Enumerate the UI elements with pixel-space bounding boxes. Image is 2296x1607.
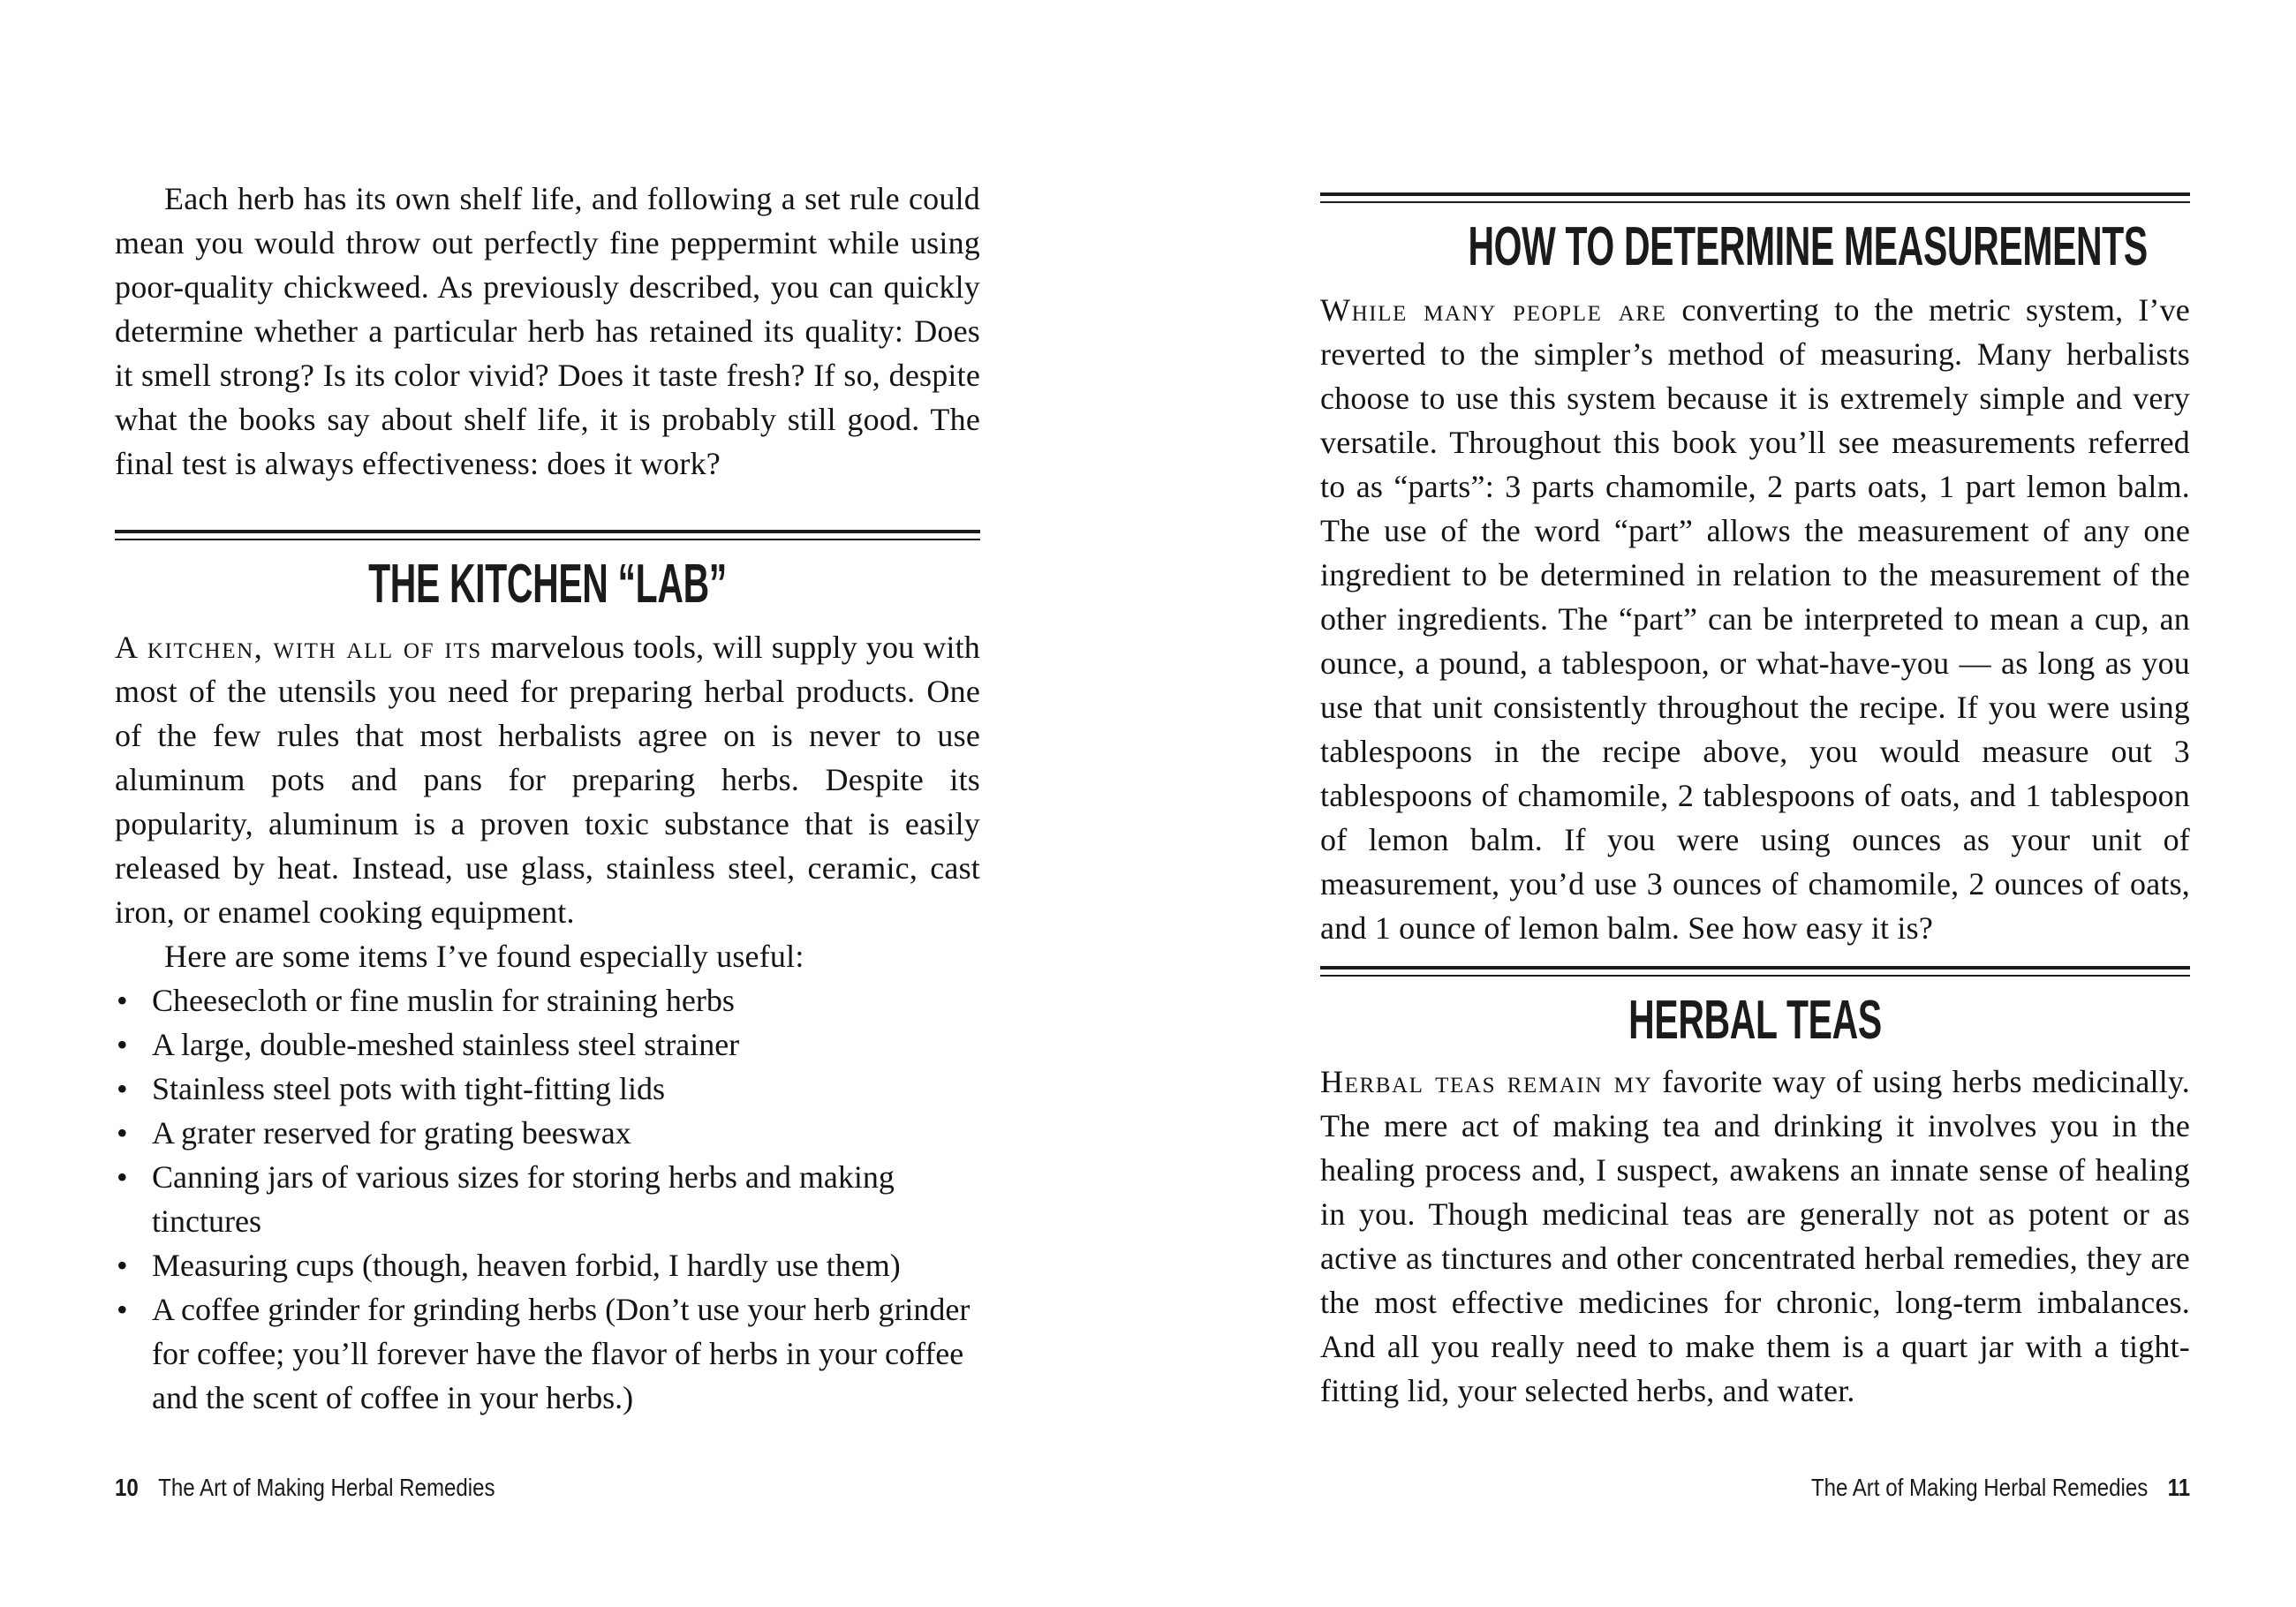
bullet-list [115,978,980,1420]
list-item-text: Cheesecloth or fine muslin for straining herbs [152,983,735,1018]
section-divider [1320,966,2190,977]
small-caps-lead: A kitchen, with all of its [115,630,482,665]
bullet-icon: • [117,983,128,1018]
small-caps-lead: While many people are [1320,292,1667,328]
list-item [115,1022,980,1067]
list-item-text: Measuring cups (though, heaven forbid, I hardly use them) [152,1248,901,1283]
herbal-teas-paragraph [1320,1060,2190,1413]
page-number: 11 [2167,1474,2190,1501]
intro-paragraph: Each herb has its own shelf life, and following a set rule could mean you would throw out perfectly fine peppermint while using poor-quality chickweed. As previously described, you can quickly determine whether a particular herb has retained its quality: Does it smell strong? Is its color vivid? Does it taste fresh? If so, despite what the books say about shelf life, it is probably still good. The final test is always effectiveness: does it work? [115,181,980,481]
list-item [115,1243,980,1287]
section-divider [115,530,980,540]
measurements-paragraph [1320,288,2190,950]
section-heading-measurements: HOW TO DETERMINE MEASUREMENTS [1468,216,2148,277]
left-page [115,0,980,1420]
section-heading-herbal-teas: HERBAL TEAS [1628,990,1882,1051]
right-page-footer [1749,1473,2190,1503]
bullet-icon: • [117,1027,128,1062]
list-item-text: A grater reserved for grating beeswax [152,1115,631,1151]
list-item [115,1155,980,1243]
list-item [115,1287,980,1420]
bullet-icon: • [117,1159,128,1195]
paragraph-text: converting to the metric system, I’ve reverted to the simpler’s method of measuring. Many herbalists choose to use this system because it is extremely simple and very versatile. Throughout this book you’ll see measurements referred to as “parts”: 3 parts chamomile, 2 parts oats, 1 part lemon balm. The use of the word “part” allows the measurement of any one ingredient to be determined in relation to the measurement of the other ingredients. The “part” can be interpreted to mean a cup, an ounce, a pound, a tablespoon, or what-have-you — as long as you use that unit consistently throughout the recipe. If you were using tablespoons in the recipe above, you would measure out 3 tablespoons of chamomile, 2 tablespoons of oats, and 1 tablespoon of lemon balm. If you were using ounces as your unit of measurement, you’d use 3 ounces of chamomile, 2 ounces of oats, and 1 ounce of lemon balm. See how easy it is? [1320,292,2190,946]
list-item-text: Stainless steel pots with tight-fitting lids [152,1071,665,1106]
page-number: 10 [115,1474,139,1501]
list-item [115,978,980,1022]
paragraph-text: favorite way of using herbs medicinally. The mere act of making tea and drinking it involves you in the healing process and, I suspect, awakens an innate sense of healing in you. Though medicinal teas are generally not as potent or as active as tinctures and other concentrated herbal remedies, they are the most effective medicines for chronic, long-term imbalances. And all you really need to make them is a quart jar with a tight-fitting lid, your selected herbs, and water. [1320,1064,2191,1408]
section-heading-kitchen-lab: THE KITCHEN “LAB” [368,554,727,615]
left-page-footer [115,1473,557,1503]
bullet-icon: • [117,1115,128,1151]
list-item-text: Canning jars of various sizes for storing herbs and making tinctures [152,1159,895,1239]
bullet-icon: • [117,1071,128,1106]
section-divider [1320,192,2190,203]
book-title: The Art of Making Herbal Remedies [1810,1474,2149,1501]
small-caps-lead: Herbal teas remain my [1320,1064,1653,1099]
bullet-icon: • [117,1248,128,1283]
kitchen-lab-paragraph [115,625,980,934]
list-item [115,1067,980,1111]
book-title: The Art of Making Herbal Remedies [158,1474,495,1501]
list-item-text: A coffee grinder for grinding herbs (Don’t use your herb grinder for coffee; you’ll forever have the flavor of herbs in your coffee and the scent of coffee in your herbs.) [152,1292,971,1415]
list-item [115,1111,980,1155]
paragraph-text: marvelous tools, will supply you with most of the utensils you need for preparing herbal products. One of the few rules that most herbalists agree on is never to use aluminum pots and pans for preparing herbs. Despite its popularity, aluminum is a proven toxic substance that is easily released by heat. Instead, use glass, stainless steel, ceramic, cast iron, or enamel cooking equipment. [115,630,980,930]
list-intro: Here are some items I’ve found especially useful: [164,939,804,974]
bullet-icon: • [117,1292,128,1327]
list-item-text: A large, double-meshed stainless steel strainer [152,1027,740,1062]
right-page [1320,0,2190,1413]
